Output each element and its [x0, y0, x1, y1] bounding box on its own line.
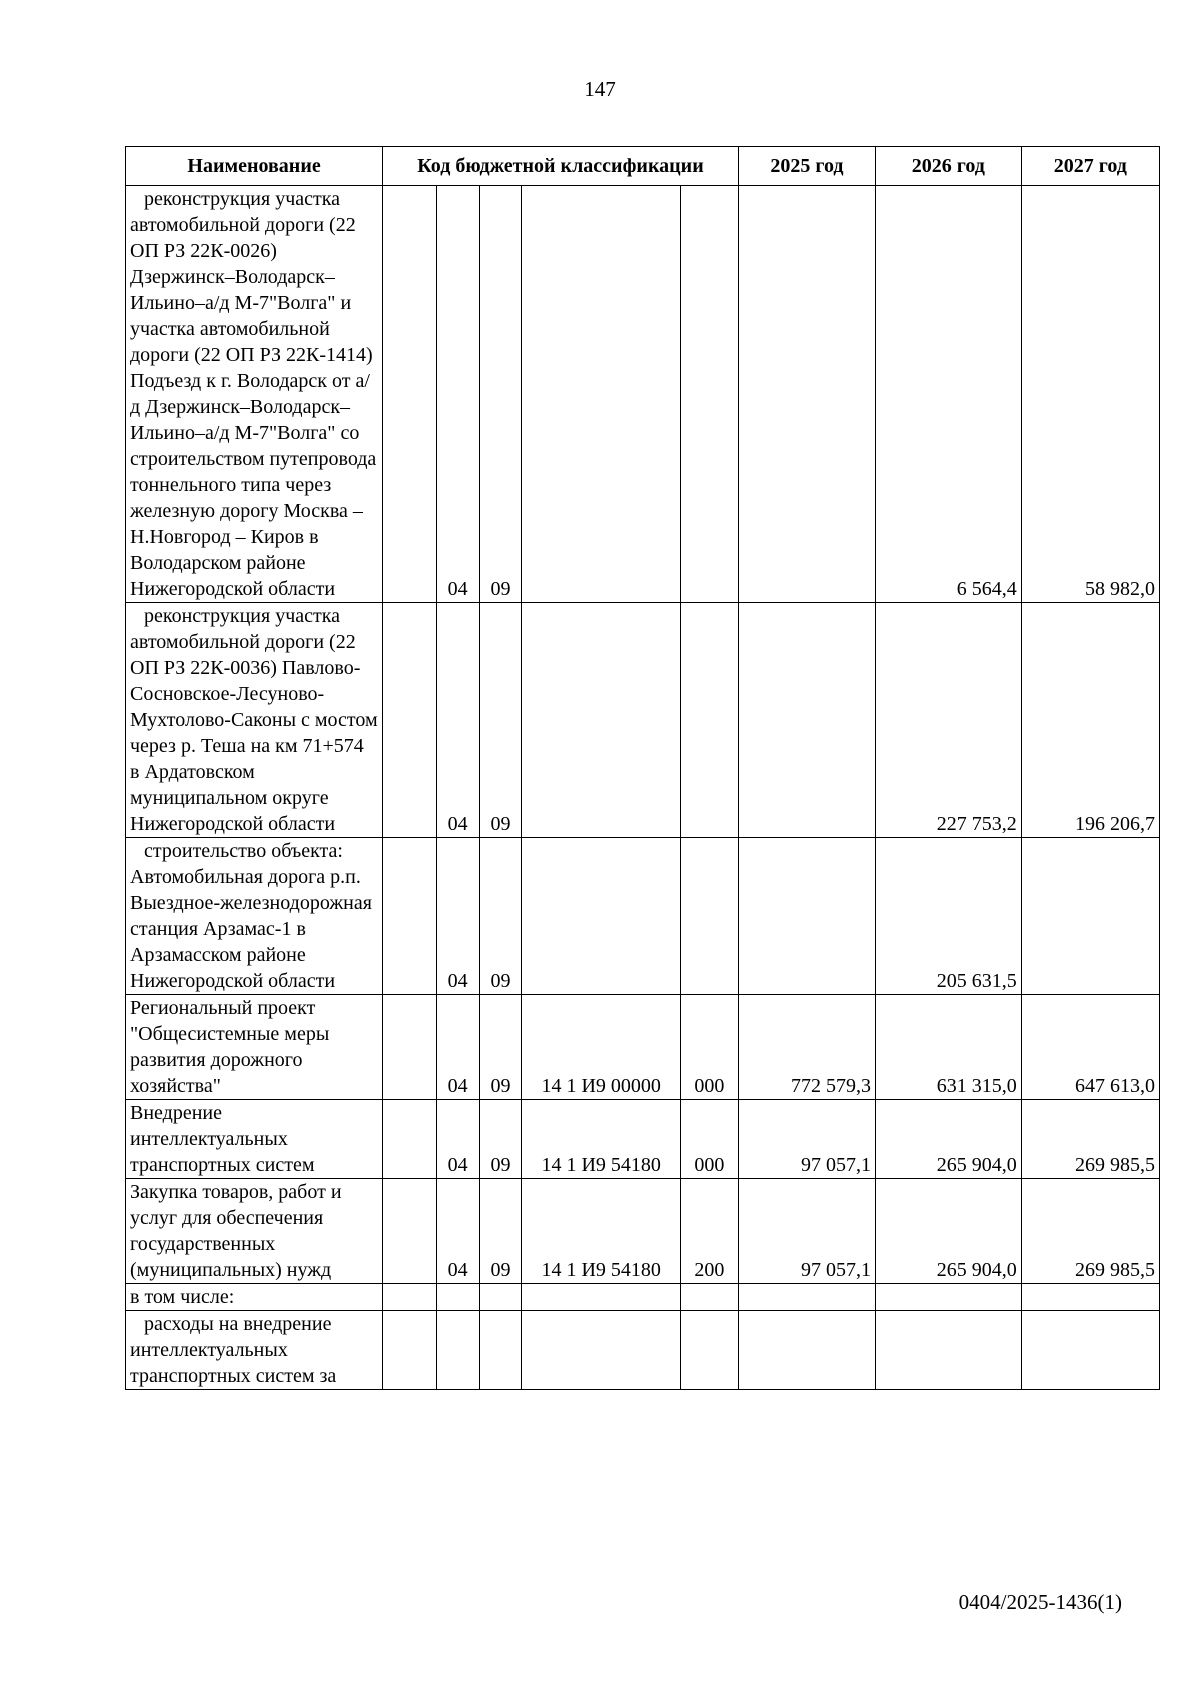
header-2026: 2026 год — [876, 147, 1022, 186]
code-target — [522, 186, 681, 603]
header-2027: 2027 год — [1021, 147, 1159, 186]
value-2025 — [738, 186, 875, 603]
code-expense-type: 000 — [680, 995, 738, 1100]
code-subsection: 09 — [479, 603, 522, 838]
code-part-1 — [383, 1284, 437, 1311]
table-row — [126, 1179, 1160, 1284]
code-expense-type — [680, 603, 738, 838]
code-subsection — [479, 1284, 522, 1311]
code-part-1 — [383, 603, 437, 838]
code-part-1 — [383, 838, 437, 995]
value-2027: 196 206,7 — [1021, 603, 1159, 838]
value-2027: 647 613,0 — [1021, 995, 1159, 1100]
code-section — [436, 1311, 479, 1390]
table-row — [126, 186, 1160, 603]
table-row — [126, 603, 1160, 838]
header-2025: 2025 год — [738, 147, 875, 186]
value-2025: 97 057,1 — [738, 1100, 875, 1179]
code-section: 04 — [436, 1100, 479, 1179]
value-2027 — [1021, 838, 1159, 995]
code-section — [436, 1284, 479, 1311]
code-subsection: 09 — [479, 995, 522, 1100]
code-expense-type: 200 — [680, 1179, 738, 1284]
code-part-1 — [383, 995, 437, 1100]
code-target — [522, 1284, 681, 1311]
row-name: строительство объекта: Автомобильная дорога р.п. Выездное-железнодорожная станция Арзамас-1 в Арзамасском районе Нижегородской области — [126, 838, 383, 995]
code-target — [522, 838, 681, 995]
budget-table — [125, 146, 1160, 1390]
code-target — [522, 1311, 681, 1390]
row-name: реконструкция участка автомобильной дороги (22 ОП РЗ 22К-0036) Павлово-Сосновское-Лесуново-Мухтолово-Саконы с мостом через р. Теша на км 71+574 в Ардатовском муниципальном округе Нижегородской области — [126, 603, 383, 838]
row-name: Региональный проект "Общесистемные меры развития дорожного хозяйства" — [126, 995, 383, 1100]
code-part-1 — [383, 186, 437, 603]
value-2027: 269 985,5 — [1021, 1179, 1159, 1284]
code-part-1 — [383, 1100, 437, 1179]
code-subsection: 09 — [479, 1100, 522, 1179]
page-number: 147 — [584, 77, 616, 101]
value-2026: 631 315,0 — [876, 995, 1022, 1100]
value-2025: 772 579,3 — [738, 995, 875, 1100]
value-2027: 269 985,5 — [1021, 1100, 1159, 1179]
row-name: Внедрение интеллектуальных транспортных систем — [126, 1100, 383, 1179]
code-target: 14 1 И9 00000 — [522, 995, 681, 1100]
value-2025 — [738, 1284, 875, 1311]
value-2026: 265 904,0 — [876, 1100, 1022, 1179]
header-code: Код бюджетной классификации — [383, 147, 739, 186]
code-subsection: 09 — [479, 838, 522, 995]
code-subsection: 09 — [479, 1179, 522, 1284]
code-expense-type: 000 — [680, 1100, 738, 1179]
table-row — [126, 838, 1160, 995]
table-row — [126, 1311, 1160, 1390]
value-2027 — [1021, 1284, 1159, 1311]
code-section: 04 — [436, 838, 479, 995]
value-2026: 265 904,0 — [876, 1179, 1022, 1284]
code-expense-type — [680, 1284, 738, 1311]
row-name: Закупка товаров, работ и услуг для обеспечения государственных (муниципальных) нужд — [126, 1179, 383, 1284]
row-name: расходы на внедрение интеллектуальных транспортных систем за — [126, 1311, 383, 1390]
value-2026: 227 753,2 — [876, 603, 1022, 838]
code-part-1 — [383, 1311, 437, 1390]
header-name: Наименование — [126, 147, 383, 186]
code-part-1 — [383, 1179, 437, 1284]
code-section: 04 — [436, 1179, 479, 1284]
code-target: 14 1 И9 54180 — [522, 1179, 681, 1284]
table-row — [126, 995, 1160, 1100]
row-name: в том числе: — [126, 1284, 383, 1311]
value-2026: 6 564,4 — [876, 186, 1022, 603]
code-subsection — [479, 1311, 522, 1390]
code-expense-type — [680, 186, 738, 603]
code-target — [522, 603, 681, 838]
value-2026 — [876, 1311, 1022, 1390]
value-2026: 205 631,5 — [876, 838, 1022, 995]
row-name: реконструкция участка автомобильной дороги (22 ОП РЗ 22К-0026) Дзержинск–Володарск–Ильино–а/д М-7"Волга" и участка автомобильной дороги (22 ОП РЗ 22К-1414) Подъезд к г. Володарск от а/д Дзержинск–Володарск–Ильино–а/д М-7"Волга" со строительством путепровода тоннельного типа через железную дорогу Москва – Н.Новгород – Киров в Володарском районе Нижегородской области — [126, 186, 383, 603]
code-target: 14 1 И9 54180 — [522, 1100, 681, 1179]
value-2025 — [738, 603, 875, 838]
value-2027: 58 982,0 — [1021, 186, 1159, 603]
value-2025 — [738, 838, 875, 995]
value-2025 — [738, 1311, 875, 1390]
value-2027 — [1021, 1311, 1159, 1390]
table-row — [126, 1284, 1160, 1311]
code-section: 04 — [436, 603, 479, 838]
document-id: 0404/2025-1436(1) — [958, 1590, 1122, 1614]
table-header-row — [126, 147, 1160, 186]
code-expense-type — [680, 1311, 738, 1390]
table-row — [126, 1100, 1160, 1179]
value-2025: 97 057,1 — [738, 1179, 875, 1284]
code-expense-type — [680, 838, 738, 995]
code-section: 04 — [436, 995, 479, 1100]
value-2026 — [876, 1284, 1022, 1311]
code-section: 04 — [436, 186, 479, 603]
code-subsection: 09 — [479, 186, 522, 603]
